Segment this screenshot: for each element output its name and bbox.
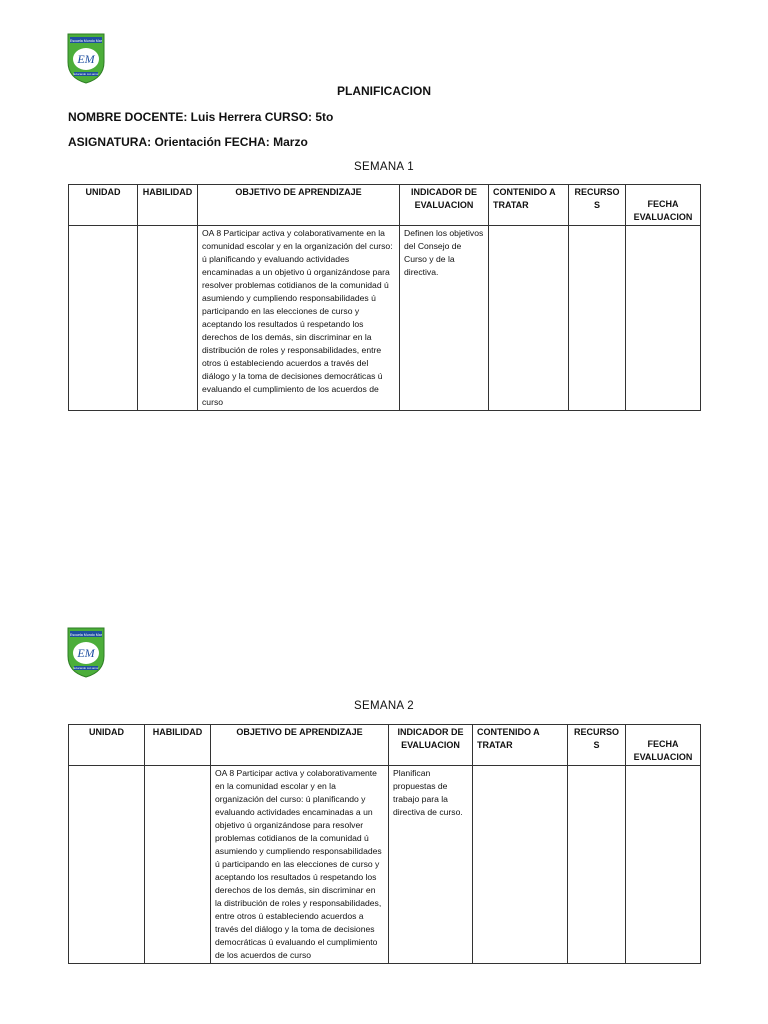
header-indicador-line1: INDICADOR DE <box>397 727 464 737</box>
logo-monogram: EM <box>77 646 95 660</box>
header-recursos-line2: S <box>593 200 600 210</box>
header-objetivo: OBJETIVO DE APRENDIZAJE <box>211 725 389 766</box>
table-row <box>69 226 701 411</box>
school-logo <box>66 32 106 84</box>
cell-indicador: Definen los objetivos del Consejo de Curso y de la directiva. <box>400 226 489 411</box>
cell-habilidad <box>145 766 211 964</box>
header-unidad: UNIDAD <box>69 185 138 226</box>
planning-table-week-1 <box>68 184 701 411</box>
week-2-label: SEMANA 2 <box>354 700 414 712</box>
header-recursos <box>568 725 626 766</box>
header-indicador-line1: INDICADOR DE <box>410 187 477 197</box>
school-logo <box>66 626 106 678</box>
header-contenido-line1: CONTENIDO A <box>493 187 556 197</box>
header-fecha-line2: EVALUACION <box>633 212 693 222</box>
header-contenido <box>489 185 569 226</box>
subject-line: ASIGNATURA: Orientación FECHA: Marzo <box>68 135 308 149</box>
cell-indicador: Planifican propuestas de trabajo para la directiva de curso. <box>389 766 473 964</box>
cell-recursos <box>568 766 626 964</box>
header-contenido-line1: CONTENIDO A <box>477 727 540 737</box>
header-fecha-line2: EVALUACION <box>633 752 693 762</box>
header-recursos-line1: RECURSO <box>574 187 620 197</box>
cell-habilidad <box>138 226 198 411</box>
cell-unidad <box>69 766 145 964</box>
logo-monogram: EM <box>77 52 95 66</box>
cell-objetivo: OA 8 Participar activa y colaborativamente en la comunidad escolar y en la organización del curso: ú planificando y evaluando actividades encaminadas a un objetivo ú organizándose para resolver problemas cotidianos de la comunidad ú asumiendo y cumpliendo responsabilidades ú participando en las elecciones de curso y aceptando los resultados ú respetando los derechos de los demás, sin discriminar en la distribución de roles y responsabilidades, entre otros ú estableciendo acuerdos a través del diálogo y la toma de decisiones democráticas ú evaluando el cumplimiento de los acuerdos de curso <box>198 226 400 411</box>
cell-contenido <box>489 226 569 411</box>
header-fecha <box>626 185 701 226</box>
table-row <box>69 766 701 964</box>
header-contenido-line2: TRATAR <box>493 200 529 210</box>
cell-fecha <box>626 766 701 964</box>
cell-objetivo: OA 8 Participar activa y colaborativamente en la comunidad escolar y en la organización del curso: ú planificando y evaluando actividades encaminadas a un objetivo ú organizándose para resolver problemas cotidianos de la comunidad ú asumiendo y cumpliendo responsabilidades ú participando en las elecciones de curso y aceptando los resultados ú respetando los derechos de los demás, sin discriminar en la distribución de roles y responsabilidades, entre otros ú estableciendo acuerdos a través del diálogo y la toma de decisiones democráticas ú evaluando el cumplimiento de los acuerdos de curso <box>211 766 389 964</box>
header-fecha-line1: FECHA <box>647 199 679 209</box>
cell-contenido <box>473 766 568 964</box>
header-indicador-line2: EVALUACION <box>401 740 460 750</box>
planning-table-week-2 <box>68 724 701 964</box>
page-title: PLANIFICACION <box>337 84 431 98</box>
header-habilidad: HABILIDAD <box>145 725 211 766</box>
header-recursos-line2: S <box>593 740 600 750</box>
teacher-line: NOMBRE DOCENTE: Luis Herrera CURSO: 5to <box>68 110 334 124</box>
logo-top-text: Escuela Mundo Mar <box>70 632 102 637</box>
header-unidad: UNIDAD <box>69 725 145 766</box>
week-1-label: SEMANA 1 <box>354 161 414 173</box>
header-recursos <box>569 185 626 226</box>
header-indicador <box>400 185 489 226</box>
header-habilidad: HABILIDAD <box>138 185 198 226</box>
header-contenido-line2: TRATAR <box>477 740 513 750</box>
cell-fecha <box>626 226 701 411</box>
header-indicador <box>389 725 473 766</box>
header-fecha <box>626 725 701 766</box>
header-objetivo: OBJETIVO DE APRENDIZAJE <box>198 185 400 226</box>
logo-top-text: Escuela Mundo Mar <box>70 38 102 43</box>
header-fecha-line1: FECHA <box>647 739 679 749</box>
cell-unidad <box>69 226 138 411</box>
logo-bottom-text: Educando con amor <box>73 72 99 77</box>
logo-bottom-text: Educando con amor <box>73 666 99 671</box>
cell-recursos <box>569 226 626 411</box>
header-recursos-line1: RECURSO <box>573 727 619 737</box>
header-contenido <box>473 725 568 766</box>
header-indicador-line2: EVALUACION <box>414 200 474 210</box>
